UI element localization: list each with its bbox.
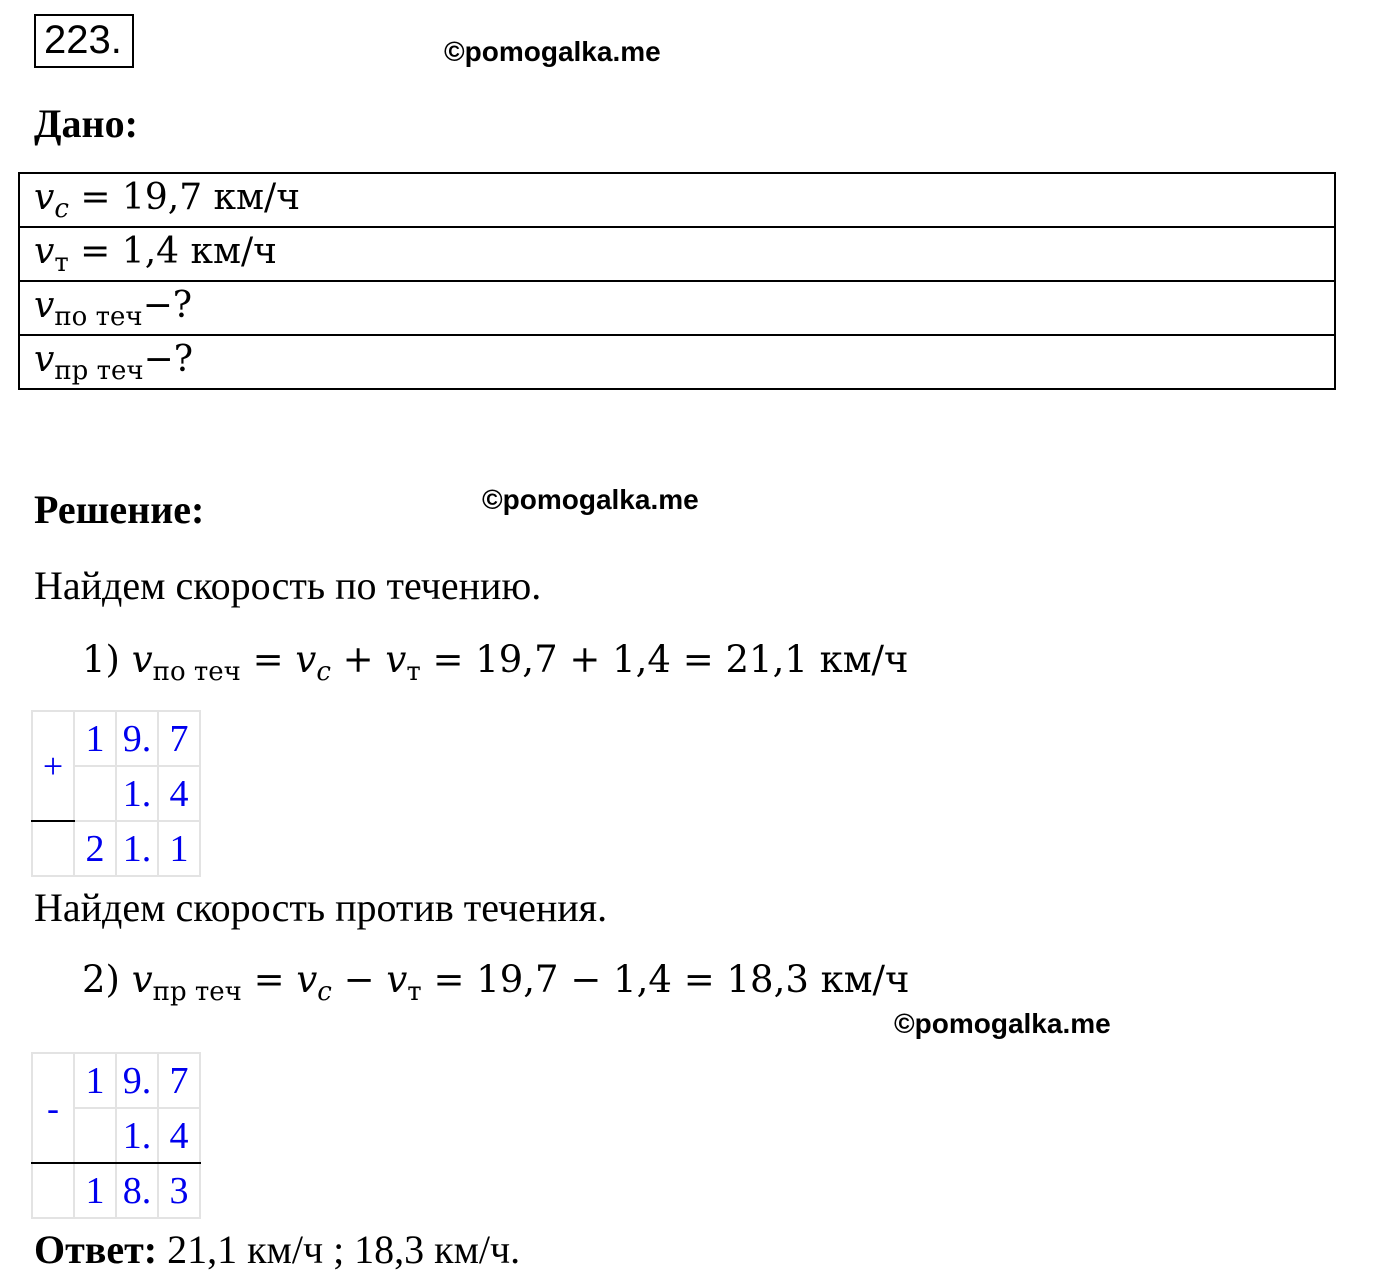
given-row [19,173,1335,227]
operator: − [331,958,387,1001]
digit-cell [74,1108,116,1163]
digit-cell: 9. [116,1053,158,1108]
step1-formula [82,638,908,687]
variable: v [386,958,408,1001]
digit-cell: 1 [74,711,116,766]
step2-formula [82,958,909,1007]
column-addition [31,710,201,877]
solution-heading: Решение: [34,487,205,532]
subscript: c [317,977,332,1007]
digit-cell: 1 [74,1053,116,1108]
variable: v [296,958,318,1001]
given-value: = 19,7 км/ч [68,176,300,218]
digit-cell: 1 [158,821,200,876]
subscript: т [54,247,69,278]
operator: + [330,638,386,681]
subscript: т [406,657,421,687]
answer [34,1226,520,1273]
subscript: пр теч [54,355,144,386]
answer-label: Ответ: [34,1227,158,1272]
digit-cell: 3 [158,1163,200,1218]
given-value: −? [143,338,194,380]
variable: v [34,338,55,380]
watermark: ©pomogalka.me [894,1008,1111,1039]
watermark: ©pomogalka.me [482,484,699,515]
variable: v [34,176,55,218]
empty-cell [32,1163,74,1218]
watermark: ©pomogalka.me [444,36,661,67]
answer-value: 21,1 км/ч ; 18,3 км/ч. [157,1227,521,1272]
digit-cell [74,766,116,821]
digit-cell: 7 [158,711,200,766]
equals: = [241,958,297,1001]
plus-sign: + [32,711,74,821]
digit-cell: 1 [74,1163,116,1218]
variable: v [385,638,407,681]
subscript: т [407,977,422,1007]
subscript: пр теч [152,977,242,1007]
minus-sign: - [32,1053,74,1163]
variable: v [131,958,153,1001]
step1-text: Найдем скорость по течению. [34,563,542,608]
formula-result: = 19,7 − 1,4 = 18,3 км/ч [421,958,910,1001]
given-row [19,227,1335,281]
variable: v [34,284,55,326]
digit-cell: 4 [158,1108,200,1163]
subscript: по теч [152,657,241,687]
step-prefix: 1) [82,638,132,681]
variable: v [131,638,153,681]
digit-cell: 1. [116,1108,158,1163]
subscript: c [54,193,69,224]
empty-cell [32,821,74,876]
digit-cell: 4 [158,766,200,821]
variable: v [295,638,317,681]
given-value: = 1,4 км/ч [68,230,277,272]
digit-cell: 9. [116,711,158,766]
given-row [19,281,1335,335]
variable: v [34,230,55,272]
step2-text: Найдем скорость против течения. [34,885,608,930]
digit-cell: 1. [116,821,158,876]
task-number: 223. [34,14,134,68]
given-table [18,172,1336,390]
formula-result: = 19,7 + 1,4 = 21,1 км/ч [420,638,909,681]
digit-cell: 1. [116,766,158,821]
digit-cell: 7 [158,1053,200,1108]
subscript: c [316,657,331,687]
subscript: по теч [54,301,143,332]
equals: = [240,638,296,681]
digit-cell: 8. [116,1163,158,1218]
given-heading: Дано: [34,101,138,146]
digit-cell: 2 [74,821,116,876]
column-subtraction [31,1052,201,1219]
step-prefix: 2) [82,958,132,1001]
given-row [19,335,1335,389]
given-value: −? [142,284,193,326]
